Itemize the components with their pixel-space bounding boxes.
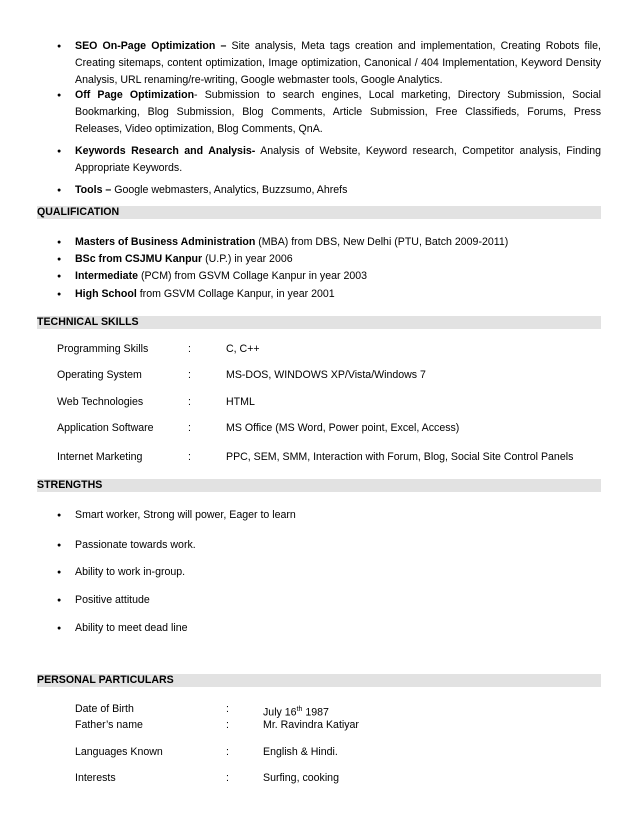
item-heading: Keywords Research and Analysis- — [75, 145, 256, 157]
row-value: Mr. Ravindra Katiyar — [263, 719, 359, 731]
row-separator: : — [188, 343, 191, 355]
row-label: Date of Birth — [75, 703, 134, 715]
item-text: (U.P.) in year 2006 — [202, 253, 293, 265]
item-heading: Intermediate — [75, 270, 138, 282]
dob-suffix: th — [296, 706, 303, 713]
list-item — [58, 38, 601, 89]
row-label: Operating System — [57, 369, 142, 381]
item-heading: High School — [75, 288, 137, 300]
row-value: MS Office (MS Word, Power point, Excel, Access) — [226, 422, 460, 434]
section-heading-qualification: QUALIFICATION — [37, 206, 601, 219]
item-text: ● Ability to work in-group. — [75, 566, 186, 578]
list-item — [58, 564, 601, 581]
item-heading: Masters of Business Administration — [75, 236, 256, 248]
list-item — [58, 537, 601, 554]
item-text: Analysis of Website, Keyword research, Competitor analysis, Finding Appropriate Keywords. — [75, 145, 601, 174]
row-label: Interests — [75, 772, 116, 784]
item-text: ● Passionate towards work. — [75, 539, 196, 551]
item-heading: SEO On-Page Optimization – — [75, 40, 227, 52]
row-value: HTML — [226, 396, 255, 408]
item-text: Site analysis, Meta tags creation and implementation, Creating Robots file, Creating sitemaps, content optimization, Image optimization, Canonical / 404 Implementation, Keyword Density Analysis, URL renaming/re-writing, Google webmaster tools, Google Analytics. — [75, 40, 601, 86]
item-text: ● Smart worker, Strong will power, Eager to learn — [75, 509, 296, 521]
row-value: C, C++ — [226, 343, 260, 355]
dob-year: 1987 — [302, 706, 329, 719]
list-item — [58, 251, 601, 268]
list-item — [58, 268, 601, 285]
list-item — [58, 507, 601, 524]
list-item — [58, 592, 601, 609]
item-text: from GSVM Collage Kanpur, in year 2001 — [136, 288, 335, 300]
item-text: - Submission to search engines, Local marketing, Directory Submission, Social Bookmarking, Blog Submission, Blog Comments, Article Submission, Free Classifieds, Forums, Press Releases, Video optimization, Blog Comments, QnA. — [75, 89, 601, 135]
section-heading-personal-particulars: PERSONAL PARTICULARS — [37, 674, 601, 687]
item-text: ● Ability to meet dead line — [75, 622, 188, 634]
item-text: ● Positive attitude — [75, 594, 150, 606]
row-label: Web Technologies — [57, 396, 144, 408]
row-separator: : — [226, 746, 229, 758]
list-item — [58, 620, 601, 637]
item-text: (PCM) from GSVM Collage Kanpur in year 2003 — [138, 270, 368, 282]
row-label: Father’s name — [75, 719, 143, 731]
row-value: Surfing, cooking — [263, 772, 339, 784]
row-separator: : — [226, 703, 229, 715]
list-item — [58, 286, 601, 303]
row-value: PPC, SEM, SMM, Interaction with Forum, Blog, Social Site Control Panels — [226, 451, 574, 463]
row-separator: : — [188, 396, 191, 408]
item-text: Google webmasters, Analytics, Buzzsumo, Ahrefs — [111, 184, 348, 196]
list-item — [58, 143, 601, 177]
row-value: MS-DOS, WINDOWS XP/Vista/Windows 7 — [226, 369, 426, 381]
row-separator: : — [226, 772, 229, 784]
row-label: Programming Skills — [57, 343, 149, 355]
row-separator: : — [188, 451, 191, 463]
dob-day: July 16 — [263, 706, 297, 719]
row-label: Languages Known — [75, 746, 163, 758]
row-label: Internet Marketing — [57, 451, 143, 463]
item-heading: BSc from CSJMU Kanpur — [75, 253, 203, 265]
row-separator: : — [188, 369, 191, 381]
row-separator: : — [226, 719, 229, 731]
list-item — [58, 182, 601, 199]
section-heading-strengths: STRENGTHS — [37, 479, 601, 492]
row-label: Application Software — [57, 422, 154, 434]
item-text: (MBA) from DBS, New Delhi (PTU, Batch 2009-2011) — [255, 236, 509, 248]
list-item — [58, 87, 601, 138]
list-item — [58, 234, 601, 251]
row-value: English & Hindi. — [263, 746, 338, 758]
item-heading: Off Page Optimization — [75, 89, 195, 101]
row-separator: : — [188, 422, 191, 434]
item-heading: Tools – — [75, 184, 112, 196]
section-heading-technical-skills: TECHNICAL SKILLS — [37, 316, 601, 329]
